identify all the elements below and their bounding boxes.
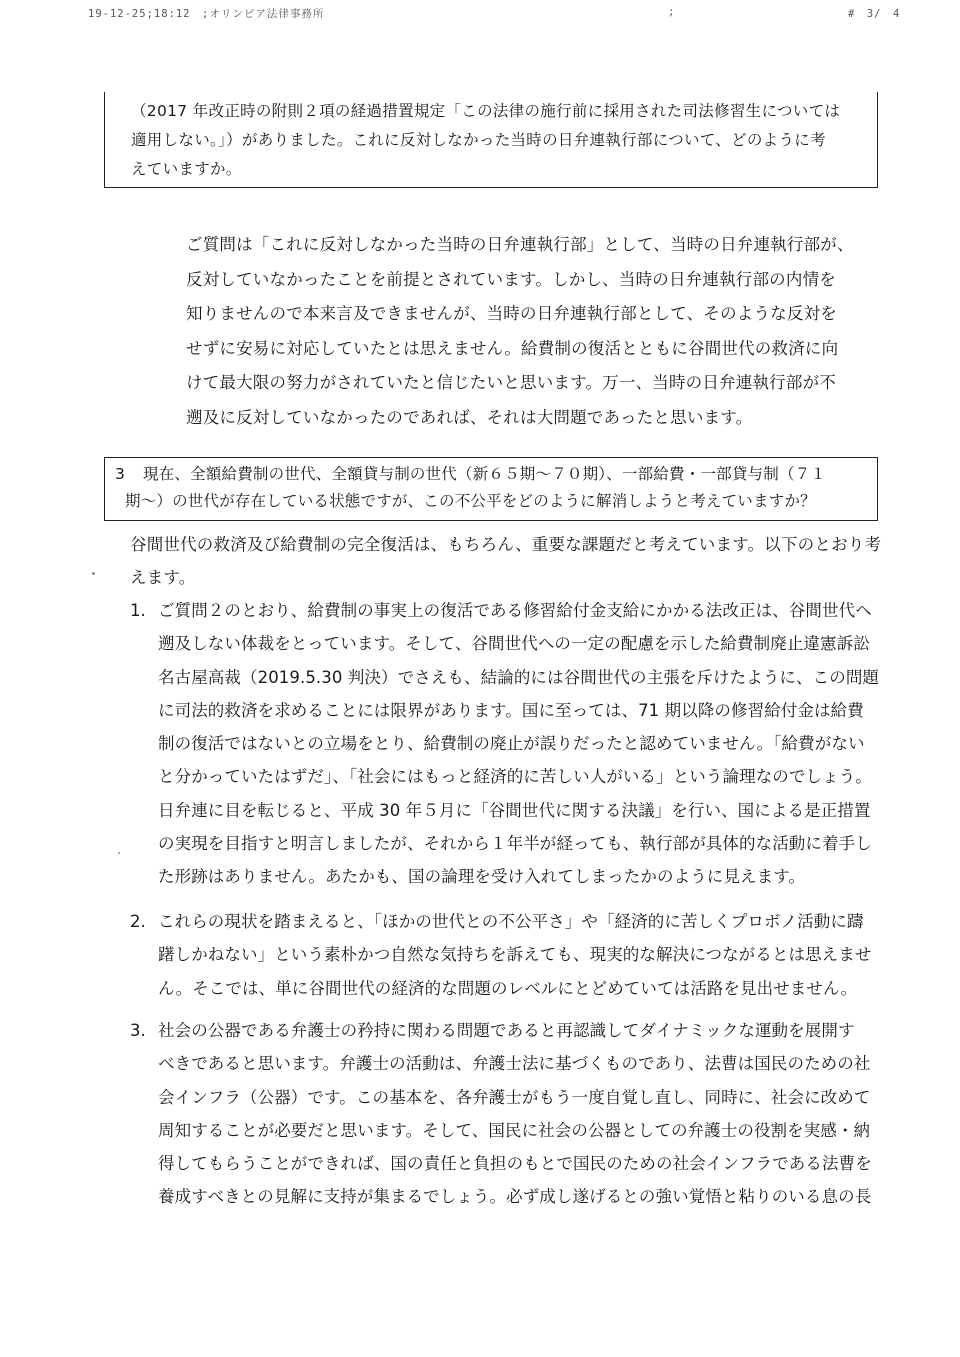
item-marker: 3. — [130, 1021, 146, 1040]
answer-line: 谷間世代の救済及び給費制の完全復活は、もちろん、重要な課題だと考えています。以下のとおり考 — [130, 535, 882, 554]
item-line: 名古屋高裁（2019.5.30 判決）でさえも、結論的には谷間世代の主張を斥けたように、この問題 — [158, 667, 880, 687]
answer-line: けて最大限の努力がされていたと信じたいと思います。万一、当時の日弁連執行部が不 — [186, 373, 836, 392]
answer-line: ご質問は「これに反対しなかった当時の日弁連執行部」として、当時の日弁連執行部が、 — [186, 235, 854, 254]
scan-speck — [92, 572, 95, 575]
item-line: べきであると思います。弁護士の活動は、弁護士法に基づくものであり、法曹は国民のための社 — [158, 1054, 871, 1074]
fax-page-number: # 3/ 4 — [848, 8, 901, 20]
question-number: 3 — [115, 465, 126, 483]
item-line: の実現を目指すと明言しましたが、それから１年半が経っても、執行部が具体的な活動に着手し — [158, 834, 872, 854]
question-line: （2017 年改正時の附則２項の経過措置規定「この法律の施行前に採用された司法修習生については — [131, 102, 841, 120]
question-box-continued — [104, 92, 878, 188]
answer-paragraph — [186, 228, 854, 435]
answer-line: 知りませんので本来言及できませんが、当時の日弁連執行部として、そのような反対を — [186, 304, 837, 323]
item-line: た形跡はありません。あたかも、国の論理を受け入れてしまったかのように見えます。 — [158, 867, 806, 887]
item-line: に司法的救済を求めることには限界があります。国に至っては、71 期以降の修習給付金は給費 — [158, 700, 864, 720]
item-line: 躇しかねない」という素朴かつ自然な気持ちを訴えても、現実的な解決につながるとは思えませ — [158, 945, 872, 965]
item-line: ご質問２のとおり、給費制の事実上の復活である修習給付金支給にかかる法改正は、谷間世代へ — [158, 601, 872, 620]
question-line — [115, 461, 877, 488]
item-line: ん。そこでは、単に谷間世代の経済的な問題のレベルにとどめていては活路を見出せません。 — [158, 978, 858, 998]
fax-separator: ; — [668, 6, 676, 18]
item-line: 会インフラ（公器）です。この基本を、各弁護士がもう一度自覚し直し、同時に、社会に改めて — [158, 1087, 871, 1107]
question-line: えていますか。 — [131, 160, 242, 178]
question-line: 適用しない。」）がありました。これに反対しなかった当時の日弁連執行部について、どのように考 — [131, 131, 826, 149]
question-text: 現在、全額給費制の世代、全額貸与制の世代（新６５期～７０期）、一部給費・一部貸与制（７１ — [143, 465, 827, 483]
answer-line: 遡及に反対していなかったのであれば、それは大問題であったと思います。 — [186, 407, 753, 427]
item-line: と分かっていたはずだ」、「社会にはもっと経済的に苦しい人がいる」という論理なのでしょう。 — [158, 767, 872, 787]
item-line: 制の復活ではないとの立場をとり、給費制の廃止が誤りだったと認めていません。「給費がない — [158, 734, 865, 754]
answer-intro — [130, 528, 881, 594]
answer-line: 反対していなかったことを前提とされています。しかし、当時の日弁連執行部の内情を — [186, 269, 836, 289]
fax-sender-line: 19-12-25;18:12 ;オリンピア法律事務所 — [88, 8, 325, 20]
item-line: 得してもらうことができれば、国の責任と負担のもとで国民のための社会インフラである法曹を — [158, 1154, 872, 1174]
item-line: 養成すべきとの見解に支持が集まるでしょう。必ず成し遂げるとの強い覚悟と粘りのいる息の長 — [158, 1187, 872, 1207]
question-box-3 — [104, 457, 878, 521]
item-line: 周知することが必要だと思います。そして、国民に社会の公器としての弁護士の役割を実感・納 — [158, 1120, 871, 1140]
answer-line: せずに安易に対応していたとは思えません。給費制の復活とともに谷間世代の救済に向 — [186, 338, 839, 358]
item-line: これらの現状を踏まえると、「ほかの世代との不公平さ」や「経済的に苦しくプロボノ活動に躊 — [158, 912, 864, 931]
scan-speck — [118, 852, 120, 854]
item-line: 遡及しない体裁をとっています。そして、谷間世代への一定の配慮を示した給費制廃止違憲訴訟 — [158, 634, 870, 654]
item-line: 社会の公器である弁護士の矜持に関わる問題であると再認識してダイナミックな運動を展開す — [158, 1021, 855, 1040]
item-marker: 1. — [130, 601, 146, 620]
fax-header — [0, 6, 960, 22]
item-line: 日弁連に目を転じると、平成 30 年５月に「谷間世代に関する決議」を行い、国による是正措置 — [158, 800, 871, 820]
answer-line: えます。 — [130, 568, 196, 587]
question-line: 期～）の世代が存在している状態ですが、この不公平をどのように解消しようと考えていますか？ — [125, 492, 816, 510]
item-marker: 2. — [130, 912, 146, 931]
